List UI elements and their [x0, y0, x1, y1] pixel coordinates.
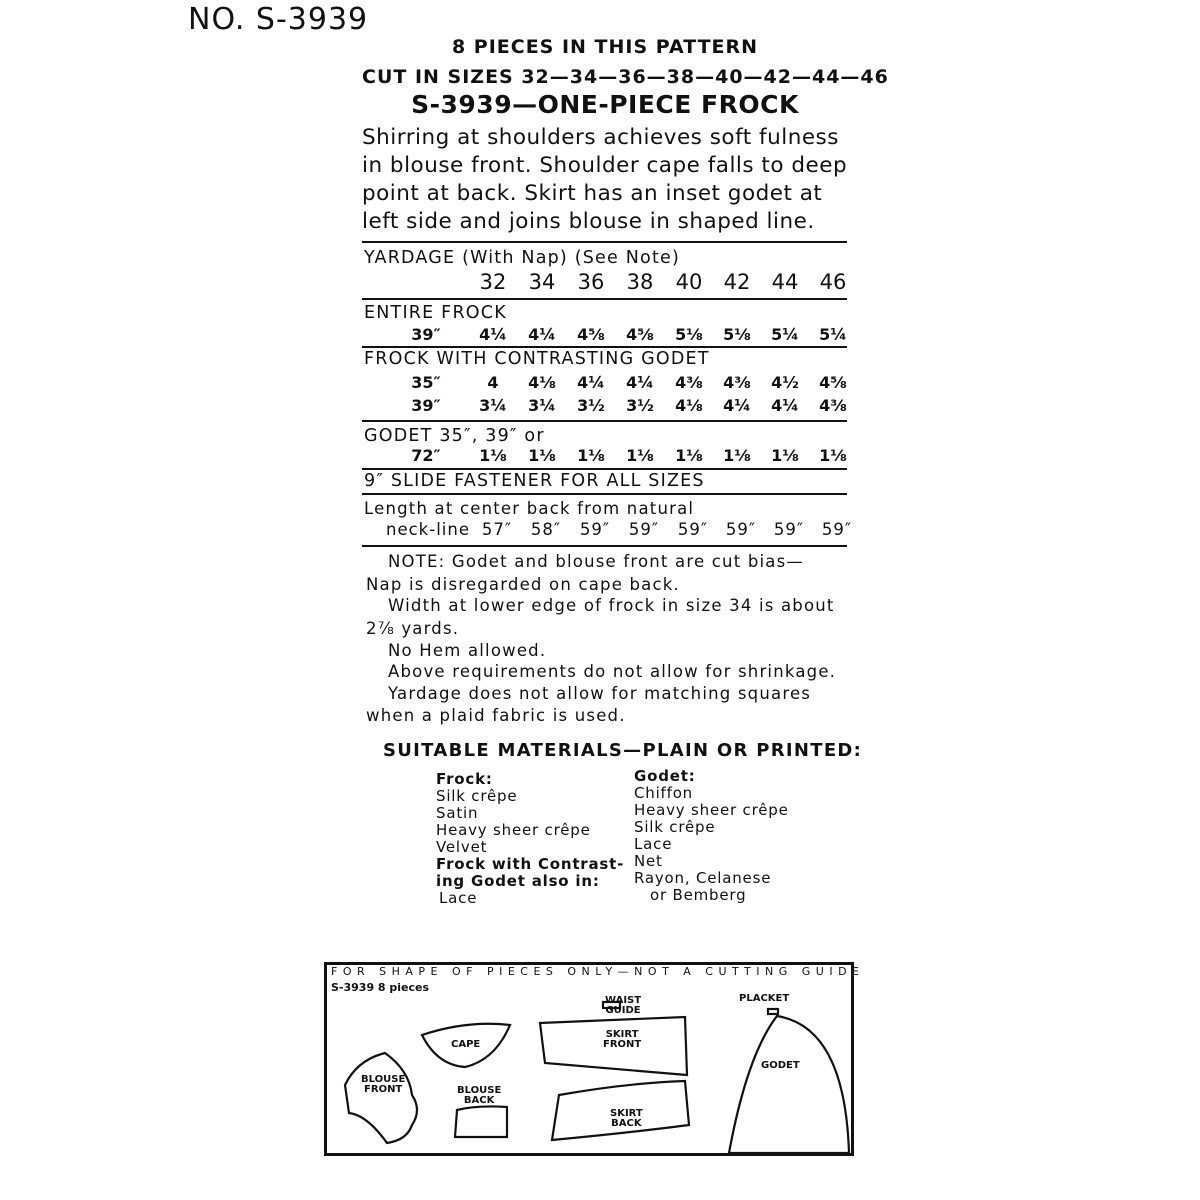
size-cell: 42 [723, 270, 751, 294]
length-row [0, 520, 1200, 544]
note-line: Nap is disregarded on cape back. [366, 575, 680, 594]
yardage-cell: 4⅝ [626, 325, 654, 344]
material-item: Satin [436, 804, 479, 822]
yardage-cell: 5¼ [771, 325, 799, 344]
cape-label: CAPE [451, 1039, 481, 1050]
godet-piece [729, 1016, 849, 1153]
size-cell: 32 [479, 270, 507, 294]
material-item: Silk crêpe [634, 818, 716, 836]
contrast-materials-heading: Frock with Contrast- [436, 855, 625, 873]
material-item: Velvet [436, 838, 488, 856]
yardage-cell: 3¼ [528, 396, 556, 415]
yardage-cell: 5⅛ [675, 325, 703, 344]
diagram-caption: FOR SHAPE OF PIECES ONLY—NOT A CUTTING GUIDE [331, 965, 865, 978]
material-item: Heavy sheer crêpe [436, 821, 591, 839]
materials-heading: SUITABLE MATERIALS—PLAIN OR PRINTED: [383, 740, 863, 761]
cut-sizes: CUT IN SIZES 32—34—36—38—40—42—44—46 [362, 66, 889, 88]
contrasting-godet-row [0, 373, 1200, 397]
yardage-cell: 4¼ [723, 396, 751, 415]
yardage-cell: 3½ [577, 396, 605, 415]
divider [362, 346, 847, 348]
yardage-cell: 4⅜ [819, 396, 847, 415]
yardage-cell: 4½ [771, 373, 799, 392]
yardage-cell: 4⅝ [819, 373, 847, 392]
godet-label: GODET [761, 1060, 800, 1071]
yardage-cell: 5¼ [819, 325, 847, 344]
material-item: Heavy sheer crêpe [634, 801, 789, 819]
size-cell: 36 [577, 270, 605, 294]
contrasting-godet-row [0, 396, 1200, 420]
size-cell: 44 [771, 270, 799, 294]
yardage-cell: 4⅜ [723, 373, 751, 392]
style-title: S-3939—ONE-PIECE FROCK [411, 90, 799, 119]
yardage-cell: 4¼ [626, 373, 654, 392]
yardage-cell: 1⅛ [771, 446, 799, 465]
length-cell: 58″ [530, 520, 562, 539]
material-item: Lace [634, 835, 673, 853]
note-line: NOTE: Godet and blouse front are cut bias— [388, 552, 805, 571]
divider [362, 468, 847, 470]
fabric-width: 35″ [411, 373, 441, 392]
yardage-cell: 1⅛ [577, 446, 605, 465]
yardage-cell: 1⅛ [723, 446, 751, 465]
yardage-cell: 4⅛ [528, 373, 556, 392]
divider [362, 298, 847, 300]
yardage-cell: 4¼ [528, 325, 556, 344]
diagram-code: S-3939 8 pieces [331, 981, 430, 994]
note-line: Yardage does not allow for matching squares [388, 684, 812, 703]
yardage-cell: 4 [487, 373, 499, 392]
waist-guide-label: WAIST GUIDE [605, 995, 642, 1016]
fastener-note: 9″ SLIDE FASTENER FOR ALL SIZES [364, 471, 705, 491]
yardage-cell: 4⅛ [675, 396, 703, 415]
divider [362, 493, 847, 495]
blouse-front-label: BLOUSE FRONT [361, 1074, 406, 1095]
length-sublabel: neck-line [386, 520, 470, 539]
length-cell: 57″ [481, 520, 513, 539]
frock-materials-heading: Frock: [436, 770, 493, 788]
length-cell: 59″ [579, 520, 611, 539]
length-cell: 59″ [628, 520, 660, 539]
divider [362, 241, 847, 243]
contrast-materials-heading: ing Godet also in: [436, 872, 600, 890]
note-line: No Hem allowed. [388, 641, 547, 660]
divider [362, 420, 847, 422]
yardage-cell: 4¼ [577, 373, 605, 392]
length-cell: 59″ [725, 520, 757, 539]
pieces-count: 8 PIECES IN THIS PATTERN [451, 36, 759, 58]
size-cell: 34 [528, 270, 556, 294]
yardage-cell: 4¼ [771, 396, 799, 415]
size-cell: 38 [626, 270, 654, 294]
yardage-cell: 1⅛ [819, 446, 847, 465]
divider [362, 545, 847, 547]
blouse-back-piece [455, 1106, 507, 1137]
godet-label: GODET 35″, 39″ or [364, 426, 545, 446]
note-line: when a plaid fabric is used. [366, 706, 626, 725]
godet-materials-heading: Godet: [634, 767, 696, 785]
note-line: Above requirements do not allow for shrinkage. [388, 662, 837, 681]
skirt-front-label: SKIRT FRONT [603, 1029, 642, 1050]
yardage-cell: 3½ [626, 396, 654, 415]
length-label: Length at center back from natural [364, 499, 695, 518]
yardage-cell: 5⅛ [723, 325, 751, 344]
skirt-back-label: SKIRT BACK [610, 1108, 643, 1129]
placket-label: PLACKET [739, 993, 790, 1004]
contrasting-godet-label: FROCK WITH CONTRASTING GODET [364, 349, 710, 369]
fabric-width: 39″ [411, 325, 441, 344]
material-item: Silk crêpe [436, 787, 518, 805]
yardage-cell: 4⅜ [675, 373, 703, 392]
yardage-cell: 1⅛ [675, 446, 703, 465]
yardage-cell: 1⅛ [626, 446, 654, 465]
godet-row [0, 446, 1200, 470]
yardage-cell: 4¼ [479, 325, 507, 344]
description: Shirring at shoulders achieves soft fulness in blouse front. Shoulder cape falls to deep point at back. Skirt has an inset godet at left side and joins blouse in shaped line. [362, 125, 848, 234]
length-cell: 59″ [821, 520, 853, 539]
material-item: Net [634, 852, 663, 870]
note-line: Width at lower edge of frock in size 34 is about [388, 596, 835, 615]
note-line: 2⅞ yards. [366, 619, 460, 638]
length-cell: 59″ [677, 520, 709, 539]
blouse-front-piece [345, 1053, 417, 1143]
yardage-cell: 1⅛ [479, 446, 507, 465]
placket-piece [768, 1009, 778, 1014]
fabric-width: 39″ [411, 396, 441, 415]
fabric-width: 72″ [411, 446, 441, 465]
material-item: or Bemberg [650, 886, 747, 904]
length-cell: 59″ [773, 520, 805, 539]
entire-frock-label: ENTIRE FROCK [364, 303, 507, 323]
pattern-number: NO. S-3939 [188, 2, 369, 37]
material-item: Rayon, Celanese [634, 869, 772, 887]
size-cell: 40 [675, 270, 703, 294]
material-item: Lace [439, 889, 478, 907]
yardage-heading: YARDAGE (With Nap) (See Note) [364, 248, 680, 268]
frock-materials [436, 771, 624, 907]
material-item: Chiffon [634, 784, 693, 802]
pattern-pieces-diagram [324, 962, 865, 1156]
size-cell: 46 [819, 270, 847, 294]
godet-materials [634, 768, 789, 904]
yardage-cell: 1⅛ [528, 446, 556, 465]
yardage-cell: 3¼ [479, 396, 507, 415]
yardage-cell: 4⅝ [577, 325, 605, 344]
blouse-back-label: BLOUSE BACK [457, 1085, 502, 1106]
